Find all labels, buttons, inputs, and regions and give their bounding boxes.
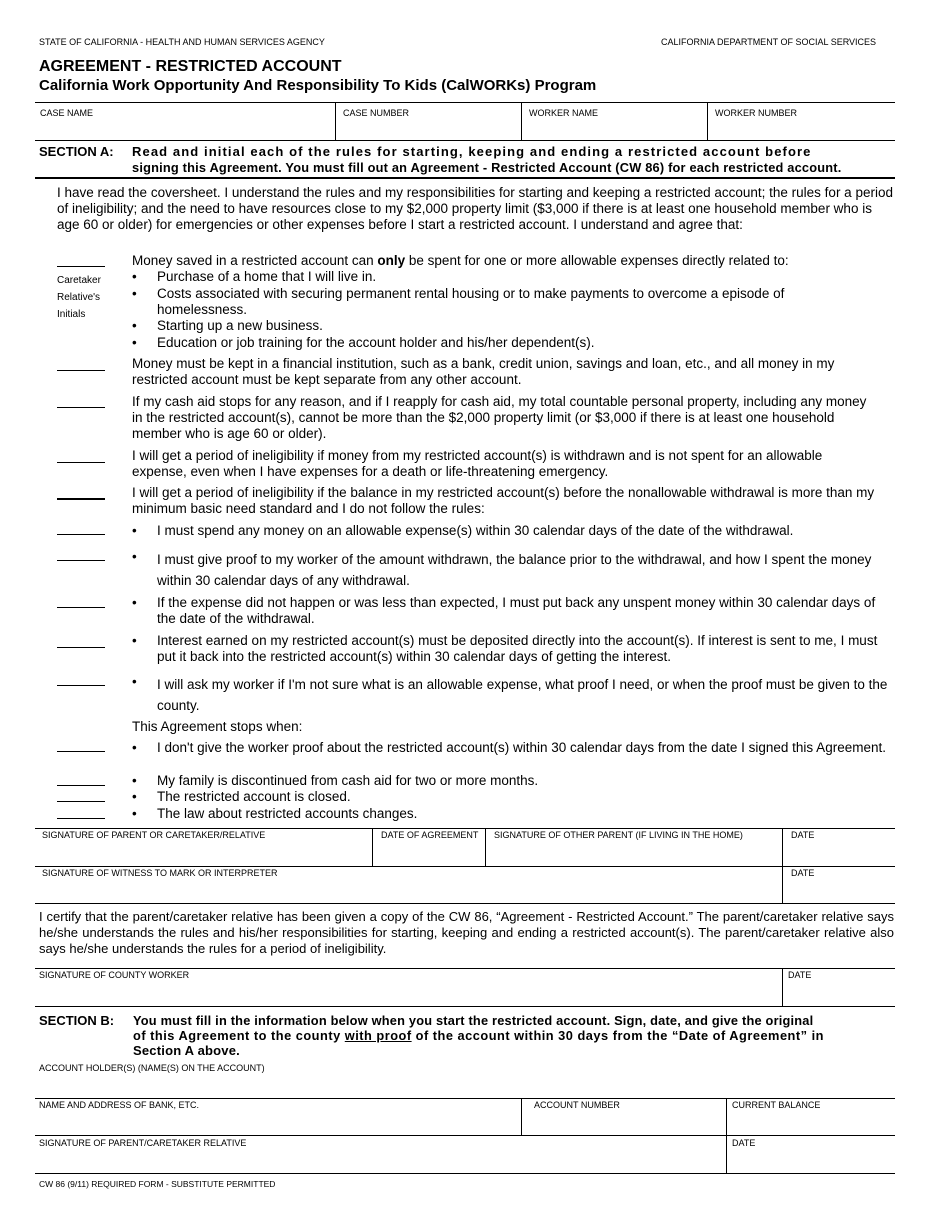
rule-ineligibility-withdrawal: I will get a period of ineligibility if money from my restricted account(s) is withdrawn and is not spent for an allowable expense, even when I have expenses for a death or life-threatening emergency. — [132, 448, 823, 479]
section-b-parent-signature-field[interactable]: SIGNATURE OF PARENT/CARETAKER RELATIVE — [39, 1138, 247, 1148]
rule-property-limit: If my cash aid stops for any reason, and if I reapply for cash aid, my total countable personal property, including any money in the restricted account(s), cannot be more than the $2,000 property limit (or $3,000 if there is at least one household member who is age 60 or older). — [132, 394, 867, 441]
rule-ineligibility-balance: I will get a period of ineligibility if the balance in my restricted account(s) before the nonallowable withdrawal is more than my minimum basic need standard and I do not follow the rules: — [132, 485, 875, 516]
date-of-agreement-field[interactable]: DATE OF AGREEMENT — [381, 830, 479, 840]
initials-blank[interactable] — [57, 462, 105, 463]
worker-name-field[interactable]: WORKER NAME — [529, 108, 599, 118]
certification-paragraph: I certify that the parent/caretaker relative has been given a copy of the CW 86, “Agreement - Restricted Account.” The parent/caretaker relative says he/she understands the rules and his/her responsibilities for starting, keeping and ending a restricted account(s). The parent/caretaker relative also says he/she understands the rules for a period of ineligibility. — [39, 909, 894, 956]
rule-allowable-expenses: Money saved in a restricted account can only be spent for one or more allowable expenses directly related to: — [132, 253, 789, 268]
date-field[interactable]: DATE — [791, 830, 815, 840]
initials-blank[interactable] — [57, 818, 105, 819]
stops-heading: This Agreement stops when: — [132, 719, 303, 734]
section-a-instruction-1: Read and initial each of the rules for starting, keeping and ending a restricted account before — [132, 144, 812, 159]
bank-name-address-field[interactable]: NAME AND ADDRESS OF BANK, ETC. — [39, 1100, 200, 1110]
initials-blank[interactable] — [57, 607, 105, 608]
list-item: If the expense did not happen or was less than expected, I must put back any unspent money within 30 calendar days of the date of the withdrawal. — [157, 595, 876, 626]
account-number-field[interactable]: ACCOUNT NUMBER — [534, 1100, 620, 1110]
current-balance-field[interactable]: CURRENT BALANCE — [732, 1100, 821, 1110]
list-item: Costs associated with securing permanent rental housing or to make payments to overcome a episode of homelessness. — [157, 286, 785, 317]
section-a-label: SECTION A: — [39, 144, 114, 159]
parent-signature-field[interactable]: SIGNATURE OF PARENT OR CARETAKER/RELATIVE — [42, 830, 266, 840]
witness-date-field[interactable]: DATE — [791, 868, 815, 878]
initials-blank[interactable] — [57, 801, 105, 802]
list-item: Starting up a new business. — [157, 318, 323, 333]
worker-number-field[interactable]: WORKER NUMBER — [715, 108, 798, 118]
list-item: My family is discontinued from cash aid for two or more months. — [157, 773, 539, 788]
list-item: Interest earned on my restricted account(s) must be deposited directly into the account(s). If interest is sent to me, I must put it back into the restricted account(s) within 30 calendar days of getting the interest. — [157, 633, 878, 664]
initials-blank[interactable] — [57, 685, 105, 686]
section-b-instruction-1: You must fill in the information below when you start the restricted account. Sign, date, and give the original — [133, 1013, 814, 1028]
case-name-field[interactable]: CASE NAME — [40, 108, 94, 118]
list-item: I must spend any money on an allowable expense(s) within 30 calendar days of the date of the withdrawal. — [157, 523, 794, 538]
form-footer: CW 86 (9/11) REQUIRED FORM - SUBSTITUTE PERMITTED — [39, 1179, 276, 1189]
rule-financial-institution: Money must be kept in a financial institution, such as a bank, credit union, savings and loan, etc., and all money in my restricted account must be kept separate from any other account. — [132, 356, 835, 387]
initials-blank[interactable] — [57, 751, 105, 752]
list-item: The law about restricted accounts changes. — [157, 806, 418, 821]
list-item: I don't give the worker proof about the restricted account(s) within 30 calendar days from the date I signed this Agreement. — [157, 740, 886, 755]
intro-paragraph: I have read the coversheet. I understand the rules and my responsibilities for starting and keeping a restricted account; the rules for a period of ineligibility; and the need to have resources close to my $2,000 property limit ($3,000 if there is at least one household member who is age 60 or older) for emergencies or other expenses before I start a restricted account. I understand and agree that: — [57, 185, 893, 232]
list-item: The restricted account is closed. — [157, 789, 351, 804]
initials-blank[interactable] — [57, 407, 105, 408]
list-item: Purchase of a home that I will live in. — [157, 269, 377, 284]
initials-blank[interactable] — [57, 785, 105, 786]
initials-blank[interactable] — [57, 560, 105, 561]
initials-blank[interactable] — [57, 534, 105, 535]
list-item: Education or job training for the account holder and his/her dependent(s). — [157, 335, 595, 350]
initials-blank[interactable] — [57, 647, 105, 648]
form-title: AGREEMENT - RESTRICTED ACCOUNT — [39, 58, 342, 75]
department-name: CALIFORNIA DEPARTMENT OF SOCIAL SERVICES — [661, 37, 877, 47]
witness-signature-field[interactable]: SIGNATURE OF WITNESS TO MARK OR INTERPRETER — [42, 868, 278, 878]
initials-label: Caretaker Relative's Initials — [57, 275, 101, 320]
list-item: I must give proof to my worker of the amount withdrawn, the balance prior to the withdrawal, and how I spent the money within 30 calendar days of any withdrawal. — [157, 552, 872, 588]
section-b-instruction-3: Section A above. — [133, 1043, 240, 1058]
list-item: I will ask my worker if I'm not sure what is an allowable expense, what proof I need, or when the proof must be given to the county. — [157, 677, 888, 713]
account-holder-field[interactable]: ACCOUNT HOLDER(S) (NAME(S) ON THE ACCOUNT) — [39, 1063, 265, 1073]
county-worker-date-field[interactable]: DATE — [788, 970, 812, 980]
other-parent-signature-field[interactable]: SIGNATURE OF OTHER PARENT (IF LIVING IN THE HOME) — [494, 830, 743, 840]
initials-blank[interactable] — [57, 370, 105, 371]
county-worker-signature-field[interactable]: SIGNATURE OF COUNTY WORKER — [39, 970, 190, 980]
case-number-field[interactable]: CASE NUMBER — [343, 108, 410, 118]
agency-name: STATE OF CALIFORNIA - HEALTH AND HUMAN SERVICES AGENCY — [39, 37, 325, 47]
section-b-date-field[interactable]: DATE — [732, 1138, 756, 1148]
section-b-label: SECTION B: — [39, 1013, 115, 1028]
section-b-instruction-2: of this Agreement to the county with proof of the account within 30 days from the “Date of Agreement” in — [133, 1028, 824, 1043]
initials-blank[interactable] — [57, 266, 105, 267]
section-a-instruction-2: signing this Agreement. You must fill out an Agreement - Restricted Account (CW 86) for each restricted account. — [132, 160, 842, 175]
form-subtitle: California Work Opportunity And Responsibility To Kids (CalWORKs) Program — [39, 77, 597, 94]
initials-blank[interactable] — [57, 498, 105, 500]
